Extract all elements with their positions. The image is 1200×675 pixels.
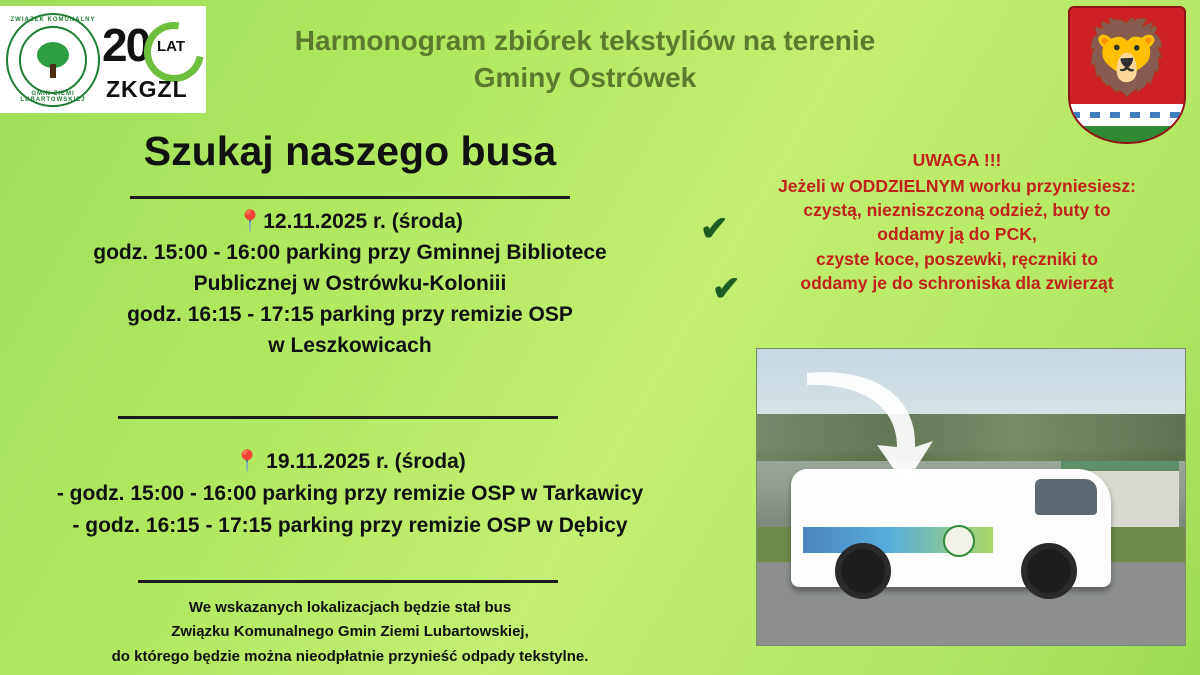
divider-middle: [118, 416, 558, 419]
schedule-line: Publicznej w Ostrówku-Koloniii: [193, 272, 507, 296]
schedule-line: - godz. 15:00 - 16:00 parking przy remizie OSP w Tarkawicy: [56, 481, 644, 505]
schedule-line: godz. 16:15 - 17:15 parking przy remizie OSP: [127, 303, 573, 327]
coat-of-arms-icon: [1068, 6, 1186, 144]
wave-band: [1070, 104, 1184, 126]
schedule-block-1: [0, 206, 700, 361]
check-icon: ✔: [700, 210, 729, 248]
seal-text-bottom: GMIN ZIEMI LUBARTOWSKIEJ: [20, 90, 86, 103]
van-photo: [756, 348, 1186, 646]
schedule-date-1: [0, 206, 700, 237]
notice-line: oddamy je do schroniska dla zwierząt: [800, 272, 1114, 293]
logo-acronym: ZKGZL: [106, 76, 188, 102]
pin-icon: 📍: [234, 450, 261, 473]
schedule-date-text-2: 19.11.2025 r. (środa): [266, 450, 466, 473]
footer-note-line: do którego będzie można nieodpłatnie przynieść odpady tekstylne.: [111, 647, 589, 665]
notice-line: oddamy ją do PCK,: [877, 224, 1037, 245]
schedule-date-2: [0, 446, 700, 478]
notice-heading: UWAGA !!!: [912, 150, 1002, 170]
footer-note: [0, 596, 700, 669]
van-emblem-icon: [943, 525, 975, 557]
notice-block: [722, 148, 1192, 295]
divider-top: [130, 196, 570, 199]
zkgzl-seal-icon: [6, 13, 100, 107]
schedule-line: - godz. 16:15 - 17:15 parking przy remizie OSP w Dębicy: [72, 513, 628, 537]
page-title-line2: Gminy Ostrówek: [473, 62, 697, 94]
page-title-line1: Harmonogram zbiórek tekstyliów na terenie: [294, 25, 876, 56]
footer-note-line: Związku Komunalnego Gmin Ziemi Lubartowskiej,: [171, 623, 529, 641]
van-rear-wheel: [835, 543, 891, 599]
notice-line: Jeżeli w ODDZIELNYM worku przyniesiesz:: [778, 176, 1136, 197]
schedule-block-2: [0, 446, 700, 542]
lion-glyph: 🦁: [1082, 18, 1172, 98]
divider-bottom: [138, 580, 558, 583]
schedule-line: w Leszkowicach: [268, 334, 432, 358]
zkgzl-logo: [0, 6, 206, 113]
notice-line: czystą, niezniszczoną odzież, buty to: [803, 200, 1111, 221]
logo-anniversary-unit: LAT: [157, 38, 186, 55]
notice-line: czyste koce, poszewki, ręczniki to: [815, 248, 1099, 269]
arrow-icon: [797, 367, 957, 497]
van-windshield: [1035, 479, 1097, 515]
logo-anniversary-number: 20: [102, 19, 150, 71]
green-band: [1070, 126, 1184, 142]
check-icon: ✔: [712, 270, 741, 308]
schedule-date-text-1: 12.11.2025 r. (środa): [263, 210, 463, 233]
headline: Szukaj naszego busa: [143, 128, 557, 174]
seal-text-top: ZWIĄZEK KOMUNALNY: [10, 16, 96, 23]
schedule-line: godz. 15:00 - 16:00 parking przy Gminnej Bibliotece: [93, 241, 607, 265]
footer-note-line: We wskazanych lokalizacjach będzie stał bus: [188, 599, 512, 616]
pin-icon: 📍: [237, 210, 264, 233]
van-front-wheel: [1021, 543, 1077, 599]
page-title: [215, 22, 955, 96]
